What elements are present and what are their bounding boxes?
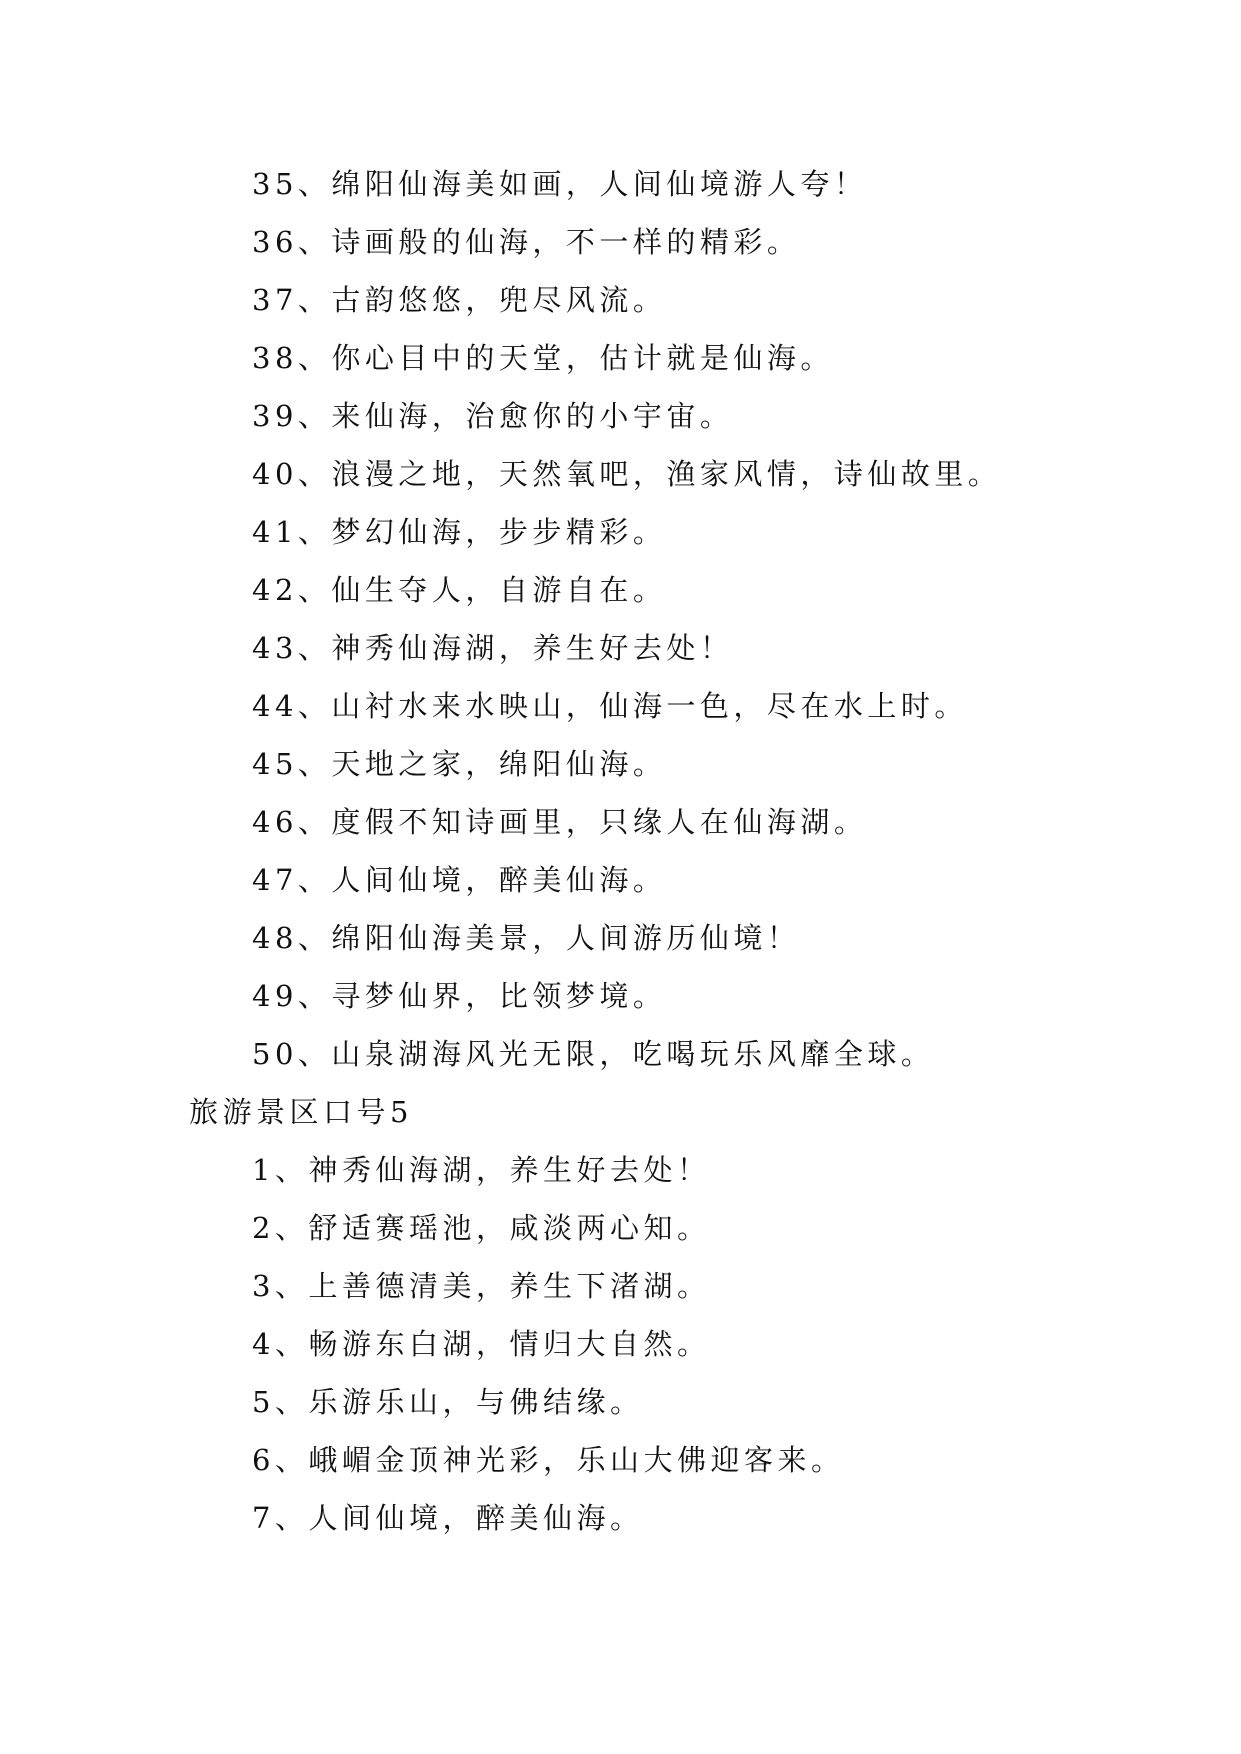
section-heading: 旅游景区口号5 bbox=[189, 1095, 413, 1129]
slogan-item: 36、诗画般的仙海，不一样的精彩。 bbox=[252, 225, 801, 259]
slogan-item: 42、仙生夺人，自游自在。 bbox=[252, 573, 667, 607]
slogan-item: 45、天地之家，绵阳仙海。 bbox=[252, 747, 667, 781]
slogan-item: 3、上善德清美，养生下渚湖。 bbox=[252, 1269, 711, 1303]
slogan-item: 5、乐游乐山，与佛结缘。 bbox=[252, 1385, 644, 1419]
slogan-item: 4、畅游东白湖，情归大自然。 bbox=[252, 1327, 711, 1361]
slogan-item: 49、寻梦仙界，比领梦境。 bbox=[252, 979, 667, 1013]
slogan-item: 40、浪漫之地，天然氧吧，渔家风情，诗仙故里。 bbox=[252, 457, 1002, 491]
slogan-item: 41、梦幻仙海，步步精彩。 bbox=[252, 515, 667, 549]
slogan-item: 46、度假不知诗画里，只缘人在仙海湖。 bbox=[252, 805, 868, 839]
slogan-item: 39、来仙海，治愈你的小宇宙。 bbox=[252, 399, 734, 433]
slogan-item: 1、神秀仙海湖，养生好去处！ bbox=[252, 1153, 711, 1187]
slogan-item: 50、山泉湖海风光无限，吃喝玩乐风靡全球。 bbox=[252, 1037, 935, 1071]
slogan-item: 6、峨嵋金顶神光彩，乐山大佛迎客来。 bbox=[252, 1443, 845, 1477]
slogan-item: 37、古韵悠悠，兜尽风流。 bbox=[252, 283, 667, 317]
slogan-item: 44、山衬水来水映山，仙海一色，尽在水上时。 bbox=[252, 689, 968, 723]
slogan-item: 47、人间仙境，醉美仙海。 bbox=[252, 863, 667, 897]
slogan-item: 2、舒适赛瑶池，咸淡两心知。 bbox=[252, 1211, 711, 1245]
slogan-item: 7、人间仙境，醉美仙海。 bbox=[252, 1501, 644, 1535]
slogan-item: 38、你心目中的天堂，估计就是仙海。 bbox=[252, 341, 834, 375]
slogan-item: 48、绵阳仙海美景，人间游历仙境！ bbox=[252, 921, 801, 955]
slogan-item: 43、神秀仙海湖，养生好去处！ bbox=[252, 631, 734, 665]
slogan-item: 35、绵阳仙海美如画，人间仙境游人夸！ bbox=[252, 167, 868, 201]
